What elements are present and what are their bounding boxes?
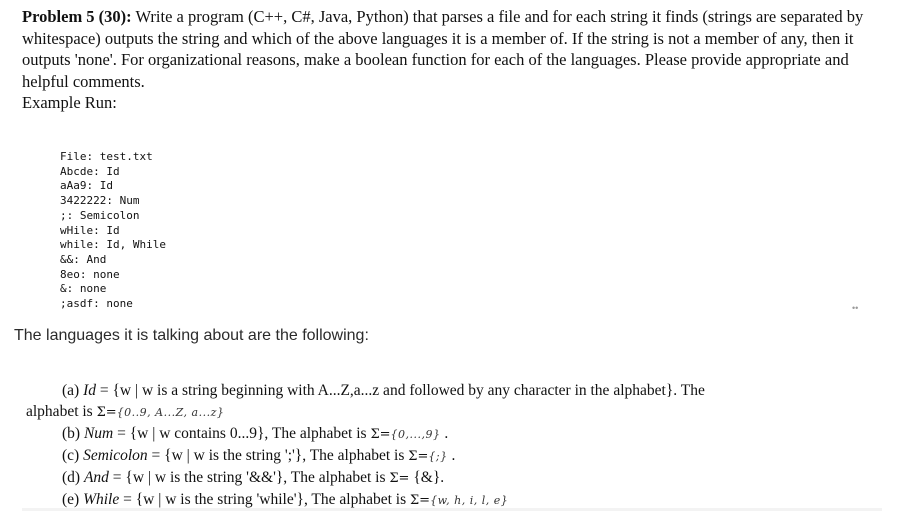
code-line: while: Id, While [60, 238, 166, 252]
code-line: 3422222: Num [60, 194, 140, 208]
alphabet-set: {w, h, i, l, e} [430, 494, 509, 507]
bottom-divider [22, 508, 882, 511]
sigma-symbol: Σ= [96, 405, 117, 420]
problem-text: Write a program (C++, C#, Java, Python) that parses a file and for each string it finds (strings are separated by whitespace) outputs the string and which of the above languages it is a member of. If the string is not a member of any, then it outputs 'none'. For organizational reasons, make a boolean function for each of the languages. Please provide appropriate and helpful comments. [22, 7, 864, 91]
language-definitions [26, 380, 876, 511]
def-id: (a) Id = {w | w is a string beginning with A...Z,a...z and followed by any character in the alphabet}. The [62, 382, 705, 399]
sigma-symbol: Σ= [389, 471, 410, 486]
problem-statement [22, 6, 882, 114]
code-line: File: test.txt [60, 150, 153, 163]
def-name: While [83, 491, 120, 508]
def-and: (d) And = {w | w is the string '&&'}, The alphabet is Σ= {&}. [62, 469, 445, 486]
sigma-symbol: Σ= [409, 493, 431, 508]
example-run-label: Example Run: [22, 93, 117, 112]
code-line: ;asdf: none [60, 297, 133, 311]
side-mark: •• [852, 303, 859, 313]
code-line: wHile: Id [60, 223, 120, 237]
alphabet-set: {0..9, A...Z, a...z} [116, 406, 225, 419]
def-semicolon: (c) Semicolon = {w | w is the string ';'}, The alphabet is Σ={;} . [62, 447, 456, 464]
alphabet-set: {&}. [409, 469, 445, 486]
problem-heading: Problem 5 (30): [22, 7, 132, 26]
code-line: 8eo: none [60, 267, 120, 281]
def-name: Num [83, 425, 114, 442]
code-line: &&: And [60, 252, 107, 266]
sigma-symbol: Σ= [408, 449, 429, 464]
code-line: Abcde: Id [60, 164, 120, 178]
def-name: Semicolon [83, 447, 148, 464]
alphabet-set: {0,...,9} [390, 428, 441, 441]
example-output [60, 150, 166, 312]
intro-text: The languages it is talking about are the following: [14, 327, 369, 344]
def-while: (e) While = {w | w is the string 'while'}, The alphabet is Σ={w, h, i, l, e} [62, 491, 509, 508]
def-num: (b) Num = {w | w contains 0...9}, The alphabet is Σ={0,...,9} . [62, 425, 449, 442]
sigma-symbol: Σ= [370, 427, 391, 442]
code-line: ;: Semicolon [60, 208, 140, 222]
def-id-cont: alphabet is Σ={0..9, A...Z, a...z} [26, 403, 225, 420]
code-line: &: none [60, 282, 107, 296]
def-name: Id [83, 382, 96, 399]
def-name: And [83, 469, 109, 486]
code-line: aAa9: Id [60, 179, 113, 193]
alphabet-set: {;} [428, 450, 448, 463]
